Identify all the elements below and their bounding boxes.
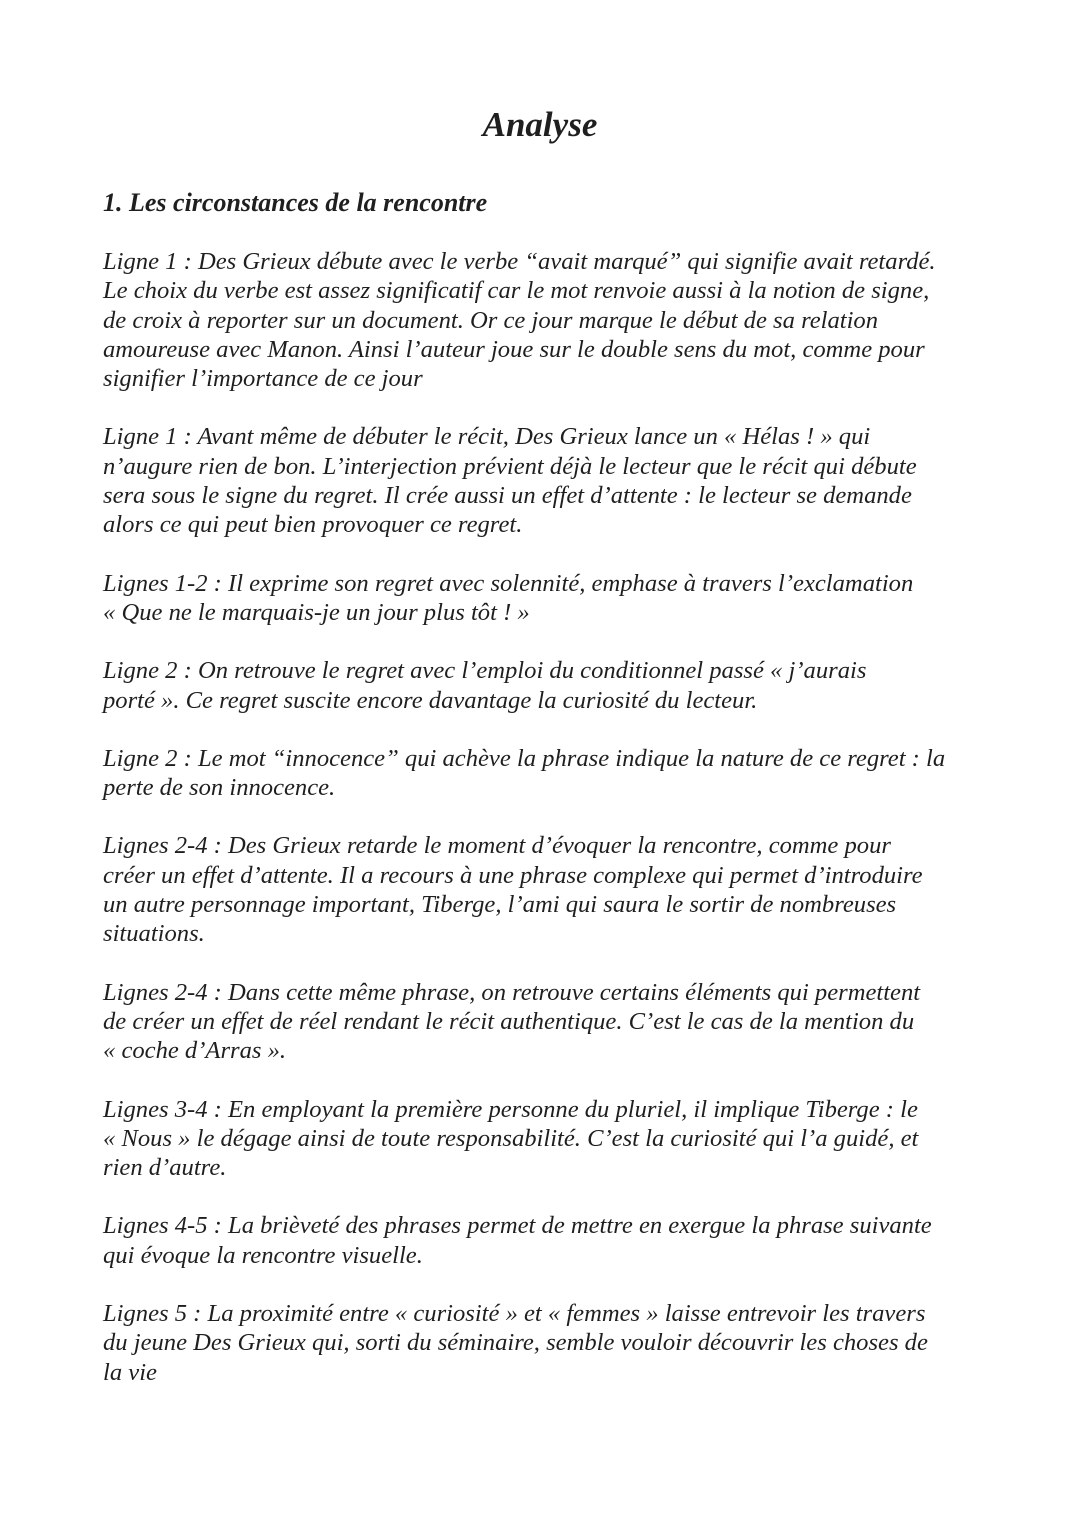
- text-line: créer un effet d’attente. Il a recours à une phrase complexe qui permet d’introduire: [103, 861, 923, 889]
- text-line: Lignes 4-5 : La brièveté des phrases permet de mettre en exergue la phrase suivante: [103, 1212, 932, 1240]
- text-line: Lignes 1-2 : Il exprime son regret avec solennité, emphase à travers l’exclamation: [103, 569, 914, 597]
- text-line: amoureuse avec Manon. Ainsi l’auteur joue sur le double sens du mot, comme pour: [103, 335, 925, 363]
- text-line: Ligne 1 : Avant même de débuter le récit, Des Grieux lance un « Hélas ! » qui: [103, 423, 871, 451]
- paragraph-9: [103, 1211, 983, 1270]
- text-line: de créer un effet de réel rendant le récit authentique. C’est le cas de la mention du: [103, 1007, 915, 1035]
- paragraph-2: [103, 422, 983, 539]
- text-line: Lignes 2-4 : Dans cette même phrase, on retrouve certains éléments qui permettent: [103, 978, 921, 1006]
- text-line: Lignes 5 : La proximité entre « curiosité » et « femmes » laisse entrevoir les travers: [103, 1300, 926, 1328]
- section-heading: 1. Les circonstances de la rencontre: [103, 188, 488, 217]
- text-line: « coche d’Arras ».: [103, 1037, 287, 1065]
- paragraph-4: [103, 656, 983, 715]
- text-line: Lignes 3-4 : En employant la première personne du pluriel, il implique Tiberge : le: [103, 1095, 918, 1123]
- text-line: sera sous le signe du regret. Il crée aussi un effet d’attente : le lecteur se demande: [103, 482, 912, 510]
- text-line: signifier l’importance de ce jour: [103, 365, 423, 393]
- text-line: Ligne 1 : Des Grieux débute avec le verbe “avait marqué” qui signifie avait retardé.: [103, 248, 936, 275]
- text-line: « Que ne le marquais-je un jour plus tôt ! »: [103, 598, 530, 626]
- text-line: perte de son innocence.: [103, 774, 336, 802]
- text-line: la vie: [103, 1358, 157, 1386]
- text-line: du jeune Des Grieux qui, sorti du séminaire, semble vouloir découvrir les choses de: [103, 1329, 928, 1357]
- text-line: n’augure rien de bon. L’interjection prévient déjà le lecteur que le récit qui débute: [103, 452, 917, 480]
- text-line: Ligne 2 : Le mot “innocence” qui achève la phrase indique la nature de ce regret : la: [103, 744, 946, 772]
- text-line: alors ce qui peut bien provoquer ce regret.: [103, 511, 523, 539]
- text-line: situations.: [103, 920, 205, 948]
- text-line: qui évoque la rencontre visuelle.: [103, 1241, 423, 1269]
- paragraph-1: [103, 247, 983, 393]
- text-line: rien d’autre.: [103, 1154, 227, 1182]
- analysis-paragraphs: [103, 247, 983, 1416]
- page-title: Analyse: [482, 105, 598, 144]
- paragraph-5: [103, 744, 983, 803]
- paragraph-7: [103, 978, 983, 1066]
- text-line: Ligne 2 : On retrouve le regret avec l’emploi du conditionnel passé « j’aurais: [103, 657, 867, 685]
- paragraph-3: [103, 569, 983, 628]
- text-line: « Nous » le dégage ainsi de toute responsabilité. C’est la curiosité qui l’a guidé, et: [103, 1124, 919, 1152]
- paragraph-10: [103, 1299, 983, 1387]
- paragraph-8: [103, 1095, 983, 1183]
- text-line: porté ». Ce regret suscite encore davantage la curiosité du lecteur.: [103, 686, 758, 714]
- paragraph-6: [103, 831, 983, 948]
- text-line: un autre personnage important, Tiberge, l’ami qui saura le sortir de nombreuses: [103, 891, 897, 919]
- text-line: Lignes 2-4 : Des Grieux retarde le moment d’évoquer la rencontre, comme pour: [103, 832, 891, 860]
- text-line: de croix à reporter sur un document. Or ce jour marque le début de sa relation: [103, 306, 879, 334]
- text-line: Le choix du verbe est assez significatif car le mot renvoie aussi à la notion de signe,: [103, 277, 930, 305]
